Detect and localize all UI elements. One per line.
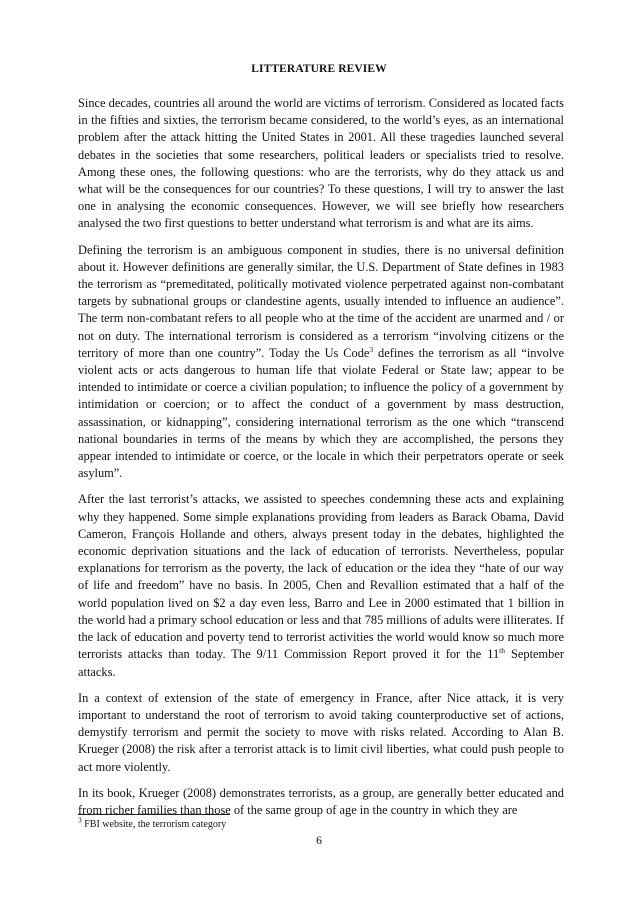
paragraph-explanations bbox=[78, 491, 564, 680]
ordinal-suffix: th bbox=[499, 646, 506, 656]
paragraph-definition-part1: Defining the terrorism is an ambiguous component in studies, there is no universal definition about it. However definitions are generally similar, the U.S. Department of State defines in 1983 the terrorism as “premeditated, politically motivated violence perpetrated against non-combatant targets by subnational groups or clandestine agents, usually intended to influence an audience”. The term non-combatant refers to all people who at the time of the accident are unarmed and / or not on duty. The international terrorism is considered as a terrorism “involving citizens or the territory of more than one country”. Today the Us Code bbox=[78, 242, 564, 360]
paragraph-intro: Since decades, countries all around the world are victims of terrorism. Considered as located facts in the fifties and sixties, the terrorism became considered, to the world’s eyes, as an international problem after the attack hitting the United States in 2001. All these tragedies launched several debates in the societies that some researchers, political leaders or specialists tried to resolve. Among these ones, the following questions: who are the terrorists, why do they attack us and what will be the consequences for our countries? To these questions, I will try to answer the last one in analysing the economic consequences. However, we will see briefly how researchers analysed the two first questions to better understand what terrorism is and what are its aims. bbox=[78, 96, 564, 231]
footnote bbox=[78, 815, 227, 831]
paragraph-explanations-part1: After the last terrorist’s attacks, we assisted to speeches condemning these acts and explaining why they happened. Some simple explanations providing from leaders as Barack Obama, David Cameron, François Hollande and others, always present today in the debates, highlighted the economic deprivation situations and the lack of education of terrorists. Nevertheless, popular explanations for terrorism as the poverty, the lack of education or the idea they “hate of our way of life and freedom” have no basis. In 2005, Chen and Revallion estimated that a half of the world population lived on $2 a day even less, Barro and Lee in 2000 estimated that 1 billion in the world had a primary school education or less and that 785 millions of adults were illiterates. If the lack of education and poverty tend to terrorist activities the world would know so much more terrorists attacks than today. The 9/11 Commission Report proved it for the 11 bbox=[78, 492, 564, 662]
body-text bbox=[78, 95, 564, 828]
footnote-marker: 3 bbox=[78, 815, 82, 825]
paragraph-explanations-part2: September attacks. bbox=[78, 647, 564, 679]
paragraph-context: In a context of extension of the state of emergency in France, after Nice attack, it is very important to understand the root of terrorism to avoid taking counterproductive set of actions, demystify terrorism and permit the society to move with risks related. According to Alan B. Krueger (2008) the risk after a terrorist attack is to limit civil liberties, what could push people to act more violently. bbox=[78, 690, 564, 774]
paragraph-definition-part2: defines the terrorism as all “involve violent acts or acts dangerous to human life that violate Federal or State law; appear to be intended to intimidate or coerce a civilian population; to influence the policy of a government by intimidation or coercion; or to affect the conduct of a government by mass destruction, assassination, or kidnapping”, considering international terrorism as the one which “transcend national boundaries in terms of the means by which they are accomplished, the persons they appear intended to intimidate or coerce, or the locale in which their perpetrators operate or seek asylum”. bbox=[78, 345, 564, 481]
page-title: LITTERATURE REVIEW bbox=[251, 63, 387, 75]
footnote-reference: 3 bbox=[369, 344, 374, 354]
paragraph-krueger: In its book, Krueger (2008) demonstrates terrorists, as a group, are generally better educated and from richer families than those of the same group of age in the country in which they are bbox=[78, 785, 564, 817]
footnote-divider bbox=[78, 814, 230, 815]
footnote-text: FBI website, the terrorism category bbox=[81, 819, 227, 830]
paragraph-definition bbox=[78, 242, 564, 483]
page-number: 6 bbox=[316, 833, 322, 847]
